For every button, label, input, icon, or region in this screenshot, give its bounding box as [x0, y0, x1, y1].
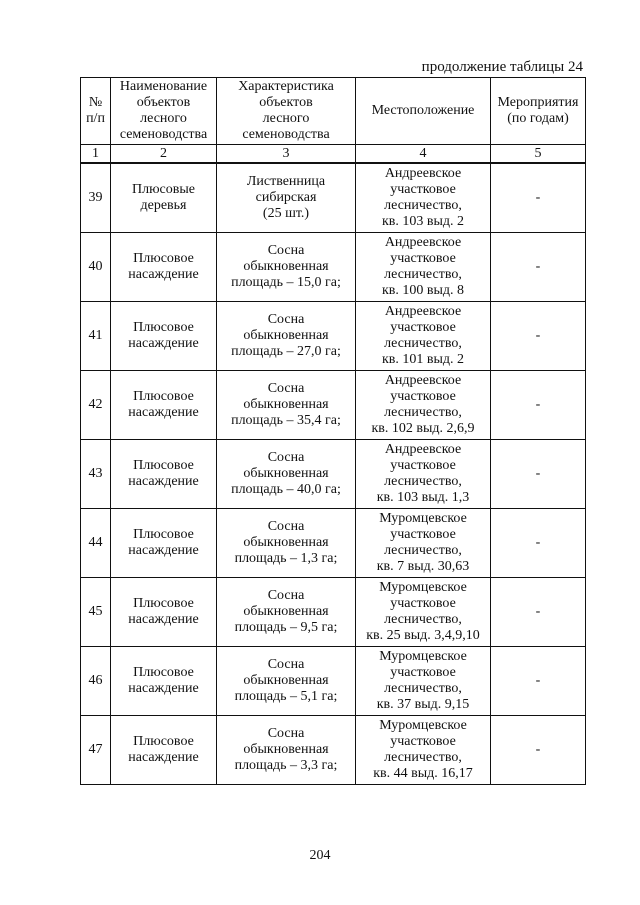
column-header-name: Наименование объектов лесного семеноводства — [111, 78, 217, 145]
page-number: 204 — [309, 848, 331, 863]
column-number: 1 — [81, 145, 111, 164]
row-number: 45 — [81, 577, 111, 646]
object-name: Плюсовое насаждение — [111, 232, 217, 301]
object-activities: - — [491, 232, 586, 301]
object-name: Плюсовые деревья — [111, 163, 217, 232]
table-body — [81, 163, 586, 784]
column-number: 5 — [491, 145, 586, 164]
table-continuation-label: продолжение таблицы 24 — [421, 59, 583, 75]
object-activities: - — [491, 508, 586, 577]
object-name: Плюсовое насаждение — [111, 715, 217, 784]
object-activities: - — [491, 439, 586, 508]
table-row — [81, 646, 586, 715]
object-activities: - — [491, 715, 586, 784]
object-location: Андреевское участковое лесничество, кв. 103 выд. 1,3 — [356, 439, 491, 508]
row-number: 46 — [81, 646, 111, 715]
object-characteristic: Сосна обыкновенная площадь – 40,0 га; — [217, 439, 356, 508]
object-activities: - — [491, 577, 586, 646]
object-activities: - — [491, 301, 586, 370]
forest-seed-objects-table — [80, 77, 586, 785]
row-number: 39 — [81, 163, 111, 232]
object-activities: - — [491, 646, 586, 715]
table-row — [81, 163, 586, 232]
object-characteristic: Сосна обыкновенная площадь – 1,3 га; — [217, 508, 356, 577]
object-location: Муромцевское участковое лесничество, кв. 7 выд. 30,63 — [356, 508, 491, 577]
object-activities: - — [491, 163, 586, 232]
row-number: 47 — [81, 715, 111, 784]
object-location: Андреевское участковое лесничество, кв. 102 выд. 2,6,9 — [356, 370, 491, 439]
column-number: 4 — [356, 145, 491, 164]
table-row — [81, 715, 586, 784]
column-number: 3 — [217, 145, 356, 164]
object-name: Плюсовое насаждение — [111, 370, 217, 439]
object-name: Плюсовое насаждение — [111, 577, 217, 646]
object-characteristic: Сосна обыкновенная площадь – 5,1 га; — [217, 646, 356, 715]
object-characteristic: Сосна обыкновенная площадь – 15,0 га; — [217, 232, 356, 301]
table-row — [81, 508, 586, 577]
object-characteristic: Сосна обыкновенная площадь – 35,4 га; — [217, 370, 356, 439]
column-number-row — [81, 145, 586, 164]
object-location: Муромцевское участковое лесничество, кв. 25 выд. 3,4,9,10 — [356, 577, 491, 646]
object-characteristic: Лиственница сибирская (25 шт.) — [217, 163, 356, 232]
column-header-location: Местоположение — [356, 78, 491, 145]
table-row — [81, 232, 586, 301]
object-characteristic: Сосна обыкновенная площадь – 3,3 га; — [217, 715, 356, 784]
object-location: Андреевское участковое лесничество, кв. 101 выд. 2 — [356, 301, 491, 370]
object-name: Плюсовое насаждение — [111, 301, 217, 370]
table-row — [81, 370, 586, 439]
table-row — [81, 439, 586, 508]
column-header-number: № п/п — [81, 78, 111, 145]
column-header-activities: Мероприятия (по годам) — [491, 78, 586, 145]
object-name: Плюсовое насаждение — [111, 508, 217, 577]
row-number: 41 — [81, 301, 111, 370]
object-characteristic: Сосна обыкновенная площадь – 27,0 га; — [217, 301, 356, 370]
object-name: Плюсовое насаждение — [111, 439, 217, 508]
object-location: Андреевское участковое лесничество, кв. 103 выд. 2 — [356, 163, 491, 232]
row-number: 43 — [81, 439, 111, 508]
row-number: 40 — [81, 232, 111, 301]
table-header-row — [81, 78, 586, 145]
object-activities: - — [491, 370, 586, 439]
object-characteristic: Сосна обыкновенная площадь – 9,5 га; — [217, 577, 356, 646]
object-location: Муромцевское участковое лесничество, кв. 37 выд. 9,15 — [356, 646, 491, 715]
column-number: 2 — [111, 145, 217, 164]
object-name: Плюсовое насаждение — [111, 646, 217, 715]
table-row — [81, 301, 586, 370]
object-location: Андреевское участковое лесничество, кв. 100 выд. 8 — [356, 232, 491, 301]
object-location: Муромцевское участковое лесничество, кв. 44 выд. 16,17 — [356, 715, 491, 784]
row-number: 42 — [81, 370, 111, 439]
table-row — [81, 577, 586, 646]
column-header-characteristic: Характеристика объектов лесного семеноводства — [217, 78, 356, 145]
row-number: 44 — [81, 508, 111, 577]
